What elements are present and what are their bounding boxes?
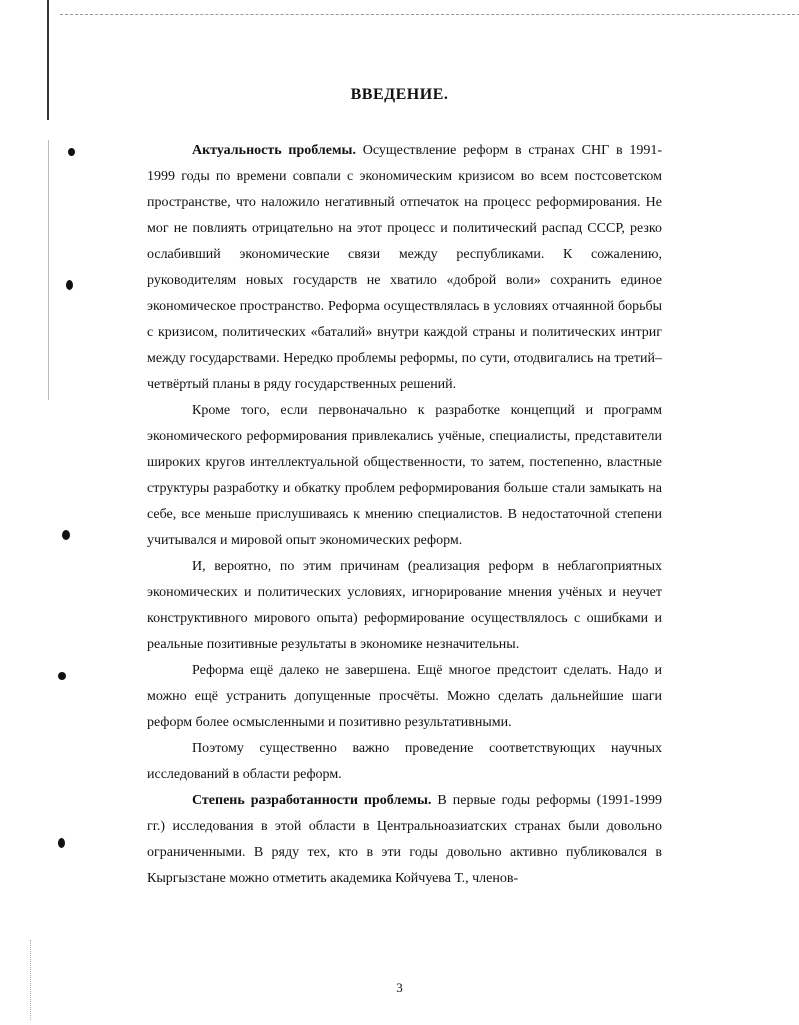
paragraph (147, 398, 662, 554)
paragraph (147, 736, 662, 788)
scan-blot (68, 148, 75, 156)
paragraph-text: И, вероятно, по этим причинам (реализация реформ в неблагоприятных экономических и политических условиях, игнорирование мнения учёных и неучет конструктивного мирового опыта) реформирование осуществлялось с ошибками и реальные позитивные результаты в экономике незначительны. (147, 559, 662, 652)
paragraph-lead: Актуальность проблемы. (192, 143, 356, 158)
scan-blot (58, 838, 65, 848)
page-title: ВВЕДЕНИЕ. (350, 86, 449, 103)
paragraph-lead: Степень разработанности проблемы. (192, 793, 432, 808)
paragraph-text: В первые годы реформы (1991-1999 гг.) исследования в этой области в Центральноазиатских странах были довольно ограниченными. В ряду тех, кто в эти годы довольно активно публиковался в Кыргызстане можно отметить академика Койчуева Т., членов- (147, 793, 662, 886)
paragraph-text: Осуществление реформ в странах СНГ в 1991-1999 годы по времени совпали с экономическим кризисом во всем постсоветском пространстве, что наложило негативный отпечаток на процесс реформирования. Не мог не повлиять отрицательно на этот процесс и политический распад СССР, резко ослабивший экономические связи между республиками. К сожалению, руководителям новых государств не хватило «доброй воли» сохранить единое экономическое пространство. Реформа осуществлялась в условиях отчаянной борьбы с кризисом, политических «баталий» внутри каждой страны и политических интриг между государствами. Нередко проблемы реформы, по сути, отодвигались на третий–четвёртый планы в ряду государственных решений. (147, 143, 662, 392)
page-number: 3 (396, 980, 403, 995)
scan-blot (58, 672, 66, 680)
paragraph-text: Поэтому существенно важно проведение соответствующих научных исследований в области реформ. (147, 741, 662, 782)
paragraph (147, 658, 662, 736)
scan-artifact-top-line (60, 14, 799, 16)
paragraph (147, 554, 662, 658)
paragraph-relevance (147, 138, 662, 398)
paragraph-text: Кроме того, если первоначально к разработке концепций и программ экономического реформирования привлекались учёные, специалисты, представители широких кругов интеллектуальной общественности, то затем, постепенно, властные структуры разработку и обкатку проблем реформирования больше стали замыкать на себе, все меньше прислушиваясь к мнению специалистов. В недостаточной степени учитывался и мировой опыт экономических реформ. (147, 403, 662, 548)
paragraph-research-degree (147, 788, 662, 892)
paragraph-text: Реформа ещё далеко не завершена. Ещё многое предстоит сделать. Надо и можно ещё устранить допущенные просчёты. Можно сделать дальнейшие шаги реформ более осмысленными и позитивно результативными. (147, 663, 662, 730)
scan-blot (62, 530, 70, 540)
scan-artifact-left-edge-faint (48, 140, 49, 400)
scan-blot (66, 280, 73, 290)
body-text (147, 138, 662, 892)
